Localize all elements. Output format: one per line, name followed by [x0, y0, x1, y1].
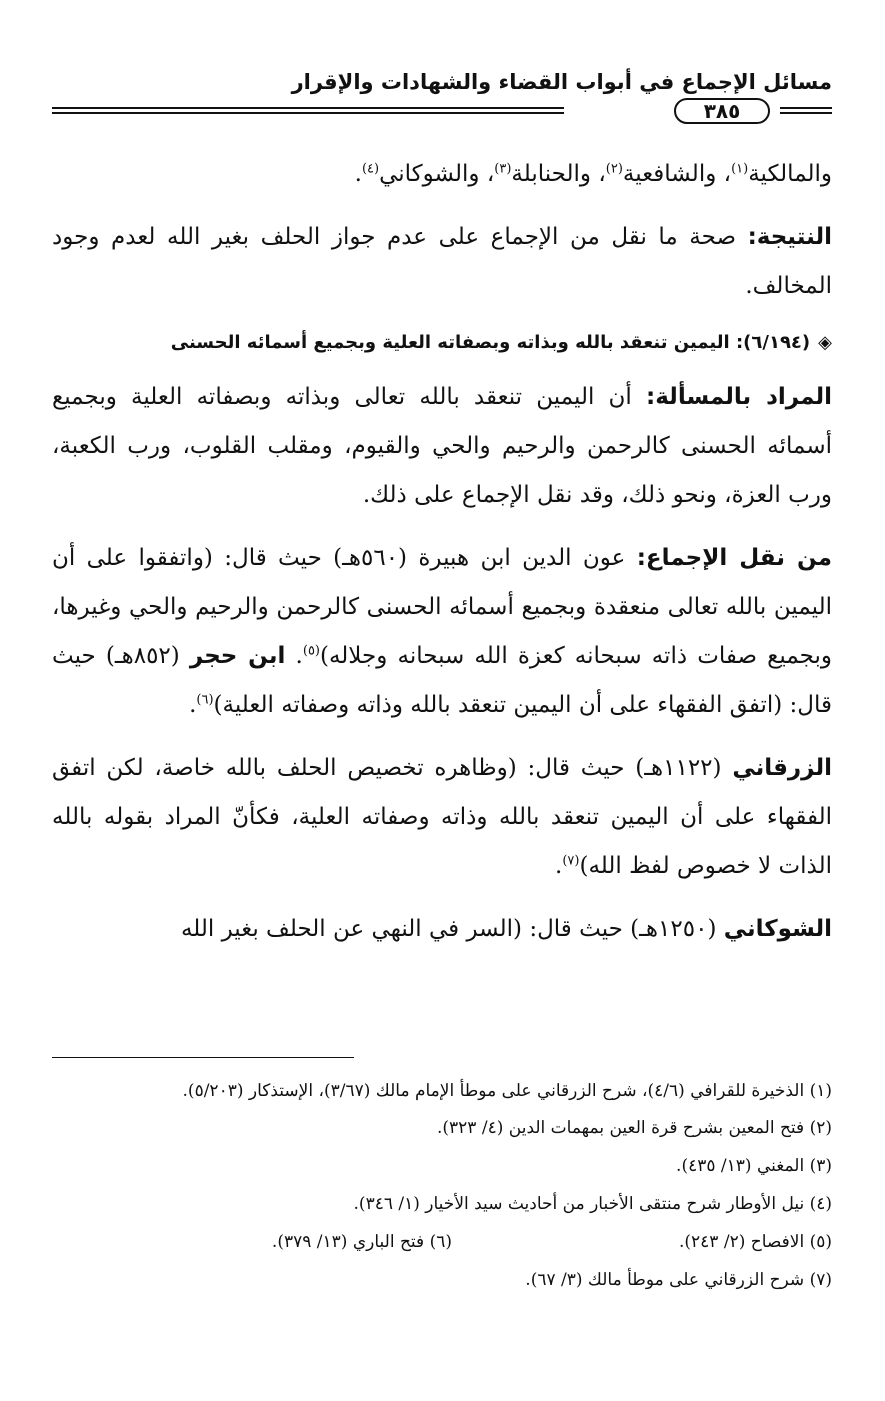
footnote-ref[interactable]: (٣) — [494, 161, 512, 177]
book-page — [52, 0, 832, 1401]
footnote-row-5-6 — [52, 1223, 832, 1261]
page-number: ٣٨٥ — [674, 98, 770, 124]
header-ornament — [52, 98, 832, 124]
footnote-6: (٦) فتح الباري (١٣/ ٣٧٩). — [271, 1232, 452, 1252]
footnote-ref[interactable]: (٦) — [196, 692, 214, 708]
source-label: من نقل الإجماع: — [636, 545, 832, 571]
text-run: ، والشوكاني — [379, 161, 495, 187]
paragraph-meaning — [52, 373, 832, 520]
paragraph-sources — [52, 534, 832, 730]
text-run: ، والشافعية — [622, 161, 732, 187]
text-run: عون الدين ابن هبيرة (٥٦٠هـ) حيث قال: (واتفقوا على أن اليمين بالله تعالى منعقدة وبجميع أسمائه الحسنى كالرحمن والرحيم والحي وغيرها، وبجميع صفات ذاته سبحانه كعزة الله سبحانه وجلاله) — [52, 545, 833, 669]
footnote-1: (١) الذخيرة للقرافي (٤/٦)، شرح الزرقاني على موطأ الإمام مالك (٣/٦٧)، الإستذكار (٥/٢٠٣). — [182, 1081, 832, 1101]
double-rule-right — [780, 107, 832, 114]
paragraph-shawkani — [52, 905, 832, 954]
text-run: . — [555, 853, 563, 879]
text-run: أن اليمين تنعقد بالله تعالى وبذاته وبصفاته العلية وبجميع أسمائه الحسنى كالرحمن والرحيم والحي والقيوم، ومقلب القلوب، ورب الكعبة، ورب العزة، ونحو ذلك، وقد نقل الإجماع على ذلك. — [52, 384, 832, 508]
footnote-ref[interactable]: (٥) — [302, 643, 320, 659]
footnote-separator — [52, 1057, 354, 1058]
footnote-ref[interactable]: (٢) — [605, 161, 623, 177]
text-run: (٨٥٢هـ) حيث قال: (اتفق الفقهاء على أن اليمين تنعقد بالله وذاته وصفاته العلية) — [52, 643, 832, 718]
result-label: النتيجة: — [747, 224, 832, 250]
running-title: مسائل الإجماع في أبواب القضاء والشهادات والإقرار — [291, 70, 832, 94]
issue-number: (٦/١٩٤): — [735, 332, 811, 353]
footnote-2: (٢) فتح المعين بشرح قرة العين بمهمات الدين (٤/ ٣٢٣). — [437, 1118, 832, 1138]
footnote-ref[interactable]: (٤) — [361, 161, 380, 177]
double-rule-left — [52, 107, 564, 114]
text-run: . — [354, 161, 362, 187]
main-text — [52, 150, 832, 968]
footnote-ref[interactable]: (١) — [731, 161, 749, 177]
text-run: . — [189, 692, 197, 718]
text-run: (١١٢٢هـ) حيث قال: (وظاهره تخصيص الحلف بالله خاصة، لكن اتفق الفقهاء على أن اليمين تنعقد بالله وذاته وصفاته العلية، فكأنّ المراد بقوله بالله الذات لا خصوص لفظ الله) — [52, 755, 832, 879]
footnote-7: (٧) شرح الزرقاني على موطأ مالك (٣/ ٦٧). — [525, 1270, 832, 1290]
diamond-bullet-icon: ◈ — [818, 332, 832, 353]
footnote-5: (٥) الافصاح (٢/ ٢٤٣). — [678, 1232, 832, 1252]
scholar-name: الشوكاني — [723, 916, 832, 942]
text-run: صحة ما نقل من الإجماع على عدم جواز الحلف بغير الله لعدم وجود المخالف. — [52, 224, 832, 299]
text-run: ، والحنابلة — [511, 161, 606, 187]
footnote-3: (٣) المغني (١٣/ ٤٣٥). — [676, 1156, 832, 1176]
footnote-4: (٤) نيل الأوطار شرح منتقى الأخبار من أحاديث سيد الأخيار (١/ ٣٤٦). — [353, 1194, 832, 1214]
footnote-ref[interactable]: (٧) — [562, 853, 580, 869]
issue-heading — [52, 325, 832, 361]
text-run: . — [285, 643, 303, 669]
paragraph-schools — [52, 150, 832, 199]
scholar-name: ابن حجر — [189, 643, 286, 669]
paragraph-zarqani — [52, 744, 832, 891]
text-run: والمالكية — [748, 161, 832, 187]
text-run: (١٢٥٠هـ) حيث قال: (السر في النهي عن الحلف بغير الله — [180, 916, 724, 942]
paragraph-result — [52, 213, 832, 311]
footnotes — [52, 1073, 832, 1299]
issue-title: اليمين تنعقد بالله وبذاته وبصفاته العلية وبجميع أسمائه الحسنى — [170, 332, 736, 353]
meaning-label: المراد بالمسألة: — [646, 384, 833, 410]
scholar-name: الزرقاني — [732, 755, 832, 781]
